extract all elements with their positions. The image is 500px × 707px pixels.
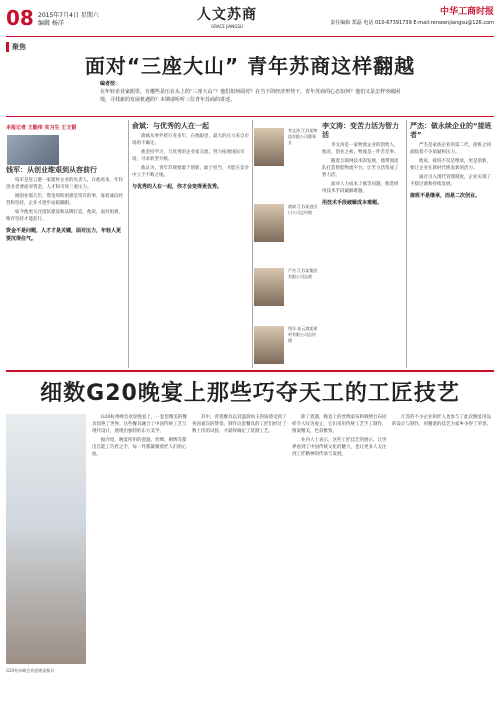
feature-para: 其中，青瓷餐具以其温润如玉的质感受到了各国嘉宾的赞誉。制作这套餐具的工匠们经过了数十次的试验，才最终确定了烧制工艺。: [192, 415, 287, 434]
col4-title: 严杰：做永续企业的“接班者”: [410, 122, 492, 139]
feature-para: 业内人士表示，这些工匠技艺的展示，让世界看到了中国传统文化的魅力，也让更多人关注到工匠精神的传承与发展。: [292, 438, 387, 457]
factory-photo: [6, 134, 60, 166]
pull-quote-4: 接班不是继承，而是二次创业。: [410, 193, 481, 199]
article-column-3: [322, 122, 402, 366]
col3-para: 李文涛是一家物流企业的创始人，他说，创业之初，物流是一件苦差事。: [322, 143, 399, 155]
logo-title: 人文苏商: [197, 7, 257, 23]
editor-line: 编辑 杨洋: [38, 20, 64, 27]
section-logo: [192, 4, 262, 29]
feature-para: 除了瓷器，晚宴上的丝绸桌布和刺绣台布同样令人叹为观止，它们采用传统工艺手工制作，图案精美，色彩雅致。: [292, 415, 387, 434]
col3-para: 面对人力成本上涨等问题，他选择用技术手段破解难题。: [322, 182, 399, 194]
masthead-right: [330, 4, 494, 26]
feature-column-4: [392, 414, 494, 700]
column-divider: [252, 120, 253, 368]
page-header: [6, 4, 494, 34]
article-column-4: [410, 122, 494, 366]
photo-caption: 俞斌 江苏某进出口公司总经理: [288, 204, 318, 215]
banquet-photo: [6, 414, 86, 664]
feature-column-2: [192, 414, 288, 700]
pull-quote-2: 与优秀的人在一起，你才会变得更优秀。: [132, 184, 223, 190]
col4-para: 通过引入现代管理制度，企业实现了平稳过渡和持续发展。: [410, 175, 491, 187]
portrait-photo: [254, 128, 284, 166]
pull-quote-3: 用技术手段破解成本难题。: [322, 200, 383, 206]
logo-subtitle: GRACE JIANGSU: [211, 24, 243, 29]
col1-para: 刚创业那几年，资金周转困难是常有的事，靠着诚信经营和坚持，企业才逐步站稳脚跟。: [6, 194, 123, 206]
col1-para: 钱军是连云港一家建材企业的负责人，在他看来，年轻创业者要面对资金、人才和市场三重压力。: [6, 178, 123, 190]
main-headline: 面对“三座大山” 青年苏商这样翻越: [84, 54, 416, 78]
col4-para: 他说，接班不仅是继承，更是创新，要让企业在新时代焕发新的活力。: [410, 159, 491, 171]
photo-caption: 钱军 连云港某建材有限公司总经理: [288, 326, 318, 343]
column-divider: [128, 120, 129, 368]
byline: 本报记者 王勤伟 实习生 王文韬: [6, 125, 77, 131]
col3-title: 李文涛：变苦力活为智力活: [322, 122, 399, 139]
col1-para: 如今他更关注团队建设和品牌打造，他说，面对困难，唯有坚持才能前行。: [6, 210, 123, 222]
contact-line: 责任编辑 郑磊 电话 010-67391739 E-mail:renwenjiangsu@126.com: [330, 20, 494, 26]
photo-caption: 严杰 江苏某集团有限公司总裁: [288, 268, 318, 279]
banquet-photo-caption: G20杭州峰会欢迎晚宴餐具: [6, 668, 55, 673]
intro-label: 编者按：: [100, 81, 121, 87]
feature-para: 江苏的不少企业和匠人也参与了此次晚宴用品的设计与制作，用精湛的技艺为家乡争得了荣誉。: [392, 415, 491, 427]
page-number: 08: [6, 6, 34, 30]
col2-para: 俞斌从事外贸行业多年，在他眼里，最大的压力来自市场的不确定。: [132, 134, 249, 146]
newspaper-name: 中华工商时报: [439, 7, 494, 17]
portrait-photo: [254, 326, 284, 364]
feature-column-3: [292, 414, 388, 700]
portrait-photo: [254, 268, 284, 306]
feature-para: G20杭州峰会欢迎晚宴上，一套套精美的餐具惊艳了世界。这些餐具融合了中国传统工艺与现代设计，展现出独特的东方美学。: [92, 415, 187, 434]
col2-title: 俞斌：与优秀的人在一起: [132, 122, 209, 130]
section-tag: 聚焦: [6, 42, 26, 52]
photo-caption: 李文涛 江苏某物流有限公司董事长: [288, 128, 318, 145]
feature-column-1: [92, 414, 188, 700]
intro-text: 在年轻企业家眼里，有哪些是压在头上的“三座大山”？他们如何面对？在当下的经济形势下，青年苏商的心态如何？他们又是怎样突破困境，寻找新的发展机遇的？本期请听听三位青年苏商的讲述。: [100, 89, 401, 103]
section-rule: [6, 370, 494, 372]
col3-para: 随着互联网技术的发展，他带领团队打造智能物流平台，让苦力活变成了智力活。: [322, 159, 399, 178]
issue-date: 2015年7月4日 星期六: [38, 12, 99, 19]
feature-para: 据介绍，晚宴所用的瓷器、丝绸、刺绣等都出自能工巧匠之手，每一件都凝聚着匠人们的心血。: [92, 438, 187, 457]
col2-para: 他坚持学习，与优秀的企业家交流，努力拓展国际市场，寻求转型升级。: [132, 150, 245, 162]
article-column-2: [132, 122, 250, 366]
col4-para: 严杰是家族企业的第二代，接班之初面临着不少质疑和压力。: [410, 143, 491, 155]
editor-intro: [100, 80, 410, 104]
feature-headline: 细数G20晚宴上那些巧夺天工的工匠技艺: [40, 381, 460, 406]
col2-para: 他认为，青年苏商要敢于创新，敢于担当，才能在竞争中立于不败之地。: [132, 166, 249, 178]
header-rule: [6, 36, 494, 37]
portrait-photo: [254, 204, 284, 242]
article-column-1: [6, 166, 124, 366]
intro-rule: [6, 116, 494, 117]
column-divider: [406, 120, 407, 368]
col1-title: 钱军：从创业维艰到从容前行: [6, 166, 97, 174]
pull-quote-1: 资金不是问题，人才才是关键，面对压力，年轻人更要沉得住气。: [6, 228, 122, 242]
